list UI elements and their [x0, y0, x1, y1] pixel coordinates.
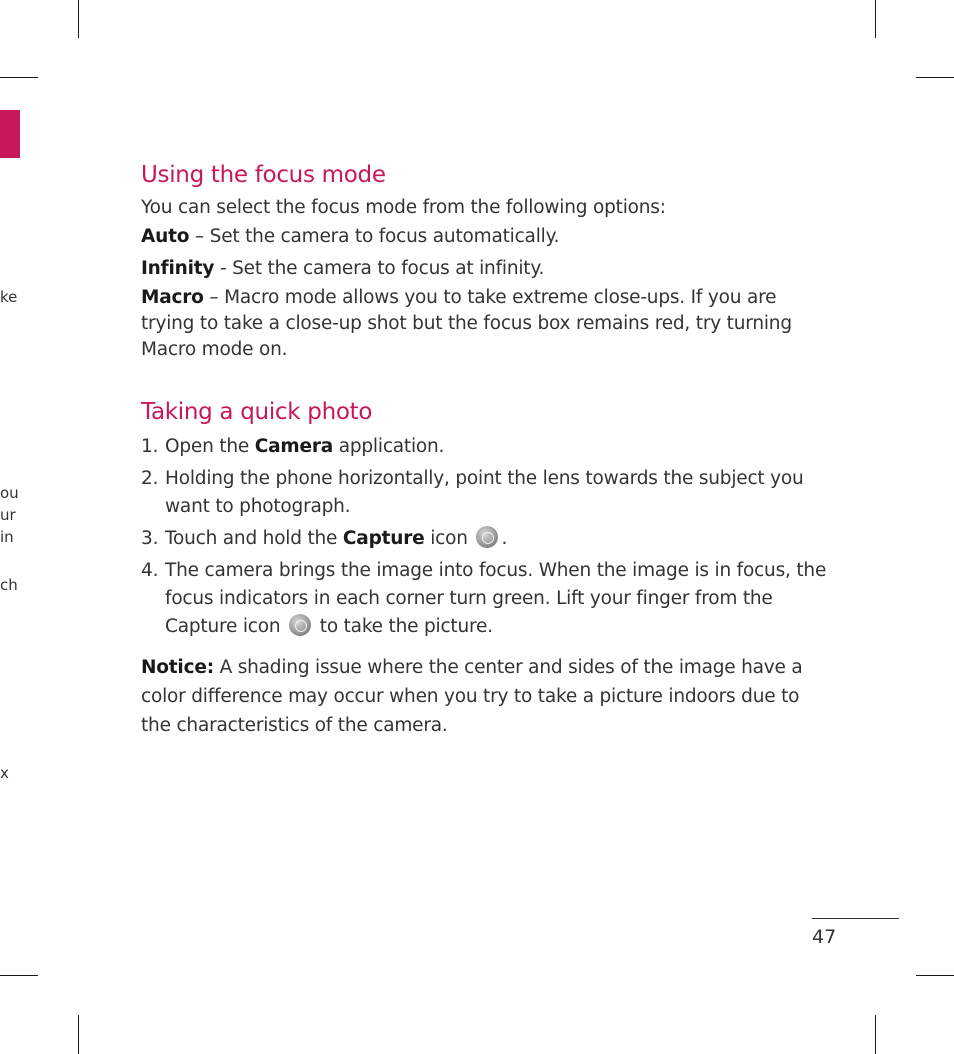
- crop-mark: [916, 975, 954, 976]
- focus-option-auto: [141, 224, 831, 250]
- step-text-part: .: [501, 528, 508, 549]
- focus-intro: You can select the focus mode from the following options:: [141, 197, 666, 218]
- edge-fragment: ke: [0, 288, 18, 306]
- crop-mark: [916, 77, 954, 78]
- camera-shutter-icon: [289, 614, 311, 636]
- page-number: 47: [812, 926, 837, 948]
- crop-mark: [78, 0, 79, 38]
- edge-fragment: ou: [0, 484, 19, 502]
- crop-mark: [78, 1015, 79, 1054]
- step-text: [165, 557, 831, 641]
- step-number: 1.: [141, 436, 159, 457]
- camera-shutter-icon: [476, 526, 498, 548]
- step-text-part: application.: [333, 436, 445, 457]
- step-bold: Camera: [254, 436, 334, 457]
- step-text-part: to take the picture.: [314, 616, 493, 637]
- option-label: Auto: [141, 226, 190, 247]
- crop-mark: [0, 975, 38, 976]
- crop-mark: [0, 77, 38, 78]
- focus-option-macro: [141, 285, 831, 363]
- step-text-part: Touch and hold the: [165, 528, 343, 549]
- notice-text: A shading issue where the center and sides of the image have a color difference may occur when you try to take a picture indoors due to the characteristics of the camera.: [141, 657, 803, 736]
- notice-label: Notice:: [141, 657, 214, 678]
- option-text: - Set the camera to focus at infinity.: [214, 258, 545, 279]
- edge-fragment: ch: [0, 576, 18, 594]
- section-heading-focus: Using the focus mode: [141, 162, 386, 188]
- step-text-part: The camera brings the image into focus. When the image is in focus, the focus indicators in each corner turn green. Lift your finger from the Capture icon: [165, 560, 827, 637]
- step-number: 3.: [141, 528, 159, 549]
- list-item: [141, 557, 831, 641]
- step-number: 4.: [141, 560, 159, 581]
- step-text-part: Open the: [165, 436, 255, 457]
- steps-list: [141, 433, 831, 641]
- page-number-rule: [812, 918, 899, 919]
- section-tab: [0, 110, 20, 158]
- step-bold: Capture: [342, 528, 425, 549]
- page-content: [141, 158, 831, 740]
- edge-fragment: in: [0, 528, 14, 546]
- option-text: – Macro mode allows you to take extreme close-ups. If you are trying to take a close-up shot but the focus box remains red, try turning Macro mode on.: [141, 287, 792, 360]
- option-label: Infinity: [141, 258, 215, 279]
- step-number: 2.: [141, 468, 159, 489]
- step-text: [165, 433, 444, 461]
- list-item: [141, 525, 831, 553]
- option-text: – Set the camera to focus automatically.: [189, 226, 560, 247]
- section-heading-quick: Taking a quick photo: [141, 399, 373, 425]
- notice: [141, 653, 831, 740]
- edge-fragment: ur: [0, 506, 16, 524]
- crop-mark: [875, 1015, 876, 1054]
- step-text: Holding the phone horizontally, point the lens towards the subject you want to photograph.: [165, 468, 804, 517]
- focus-option-infinity: [141, 256, 831, 282]
- list-item: [141, 433, 831, 461]
- step-text: [165, 525, 507, 553]
- step-text-part: icon: [424, 528, 468, 549]
- option-label: Macro: [141, 287, 204, 308]
- edge-fragment: x: [0, 764, 9, 782]
- crop-mark: [875, 0, 876, 38]
- list-item: [141, 465, 831, 521]
